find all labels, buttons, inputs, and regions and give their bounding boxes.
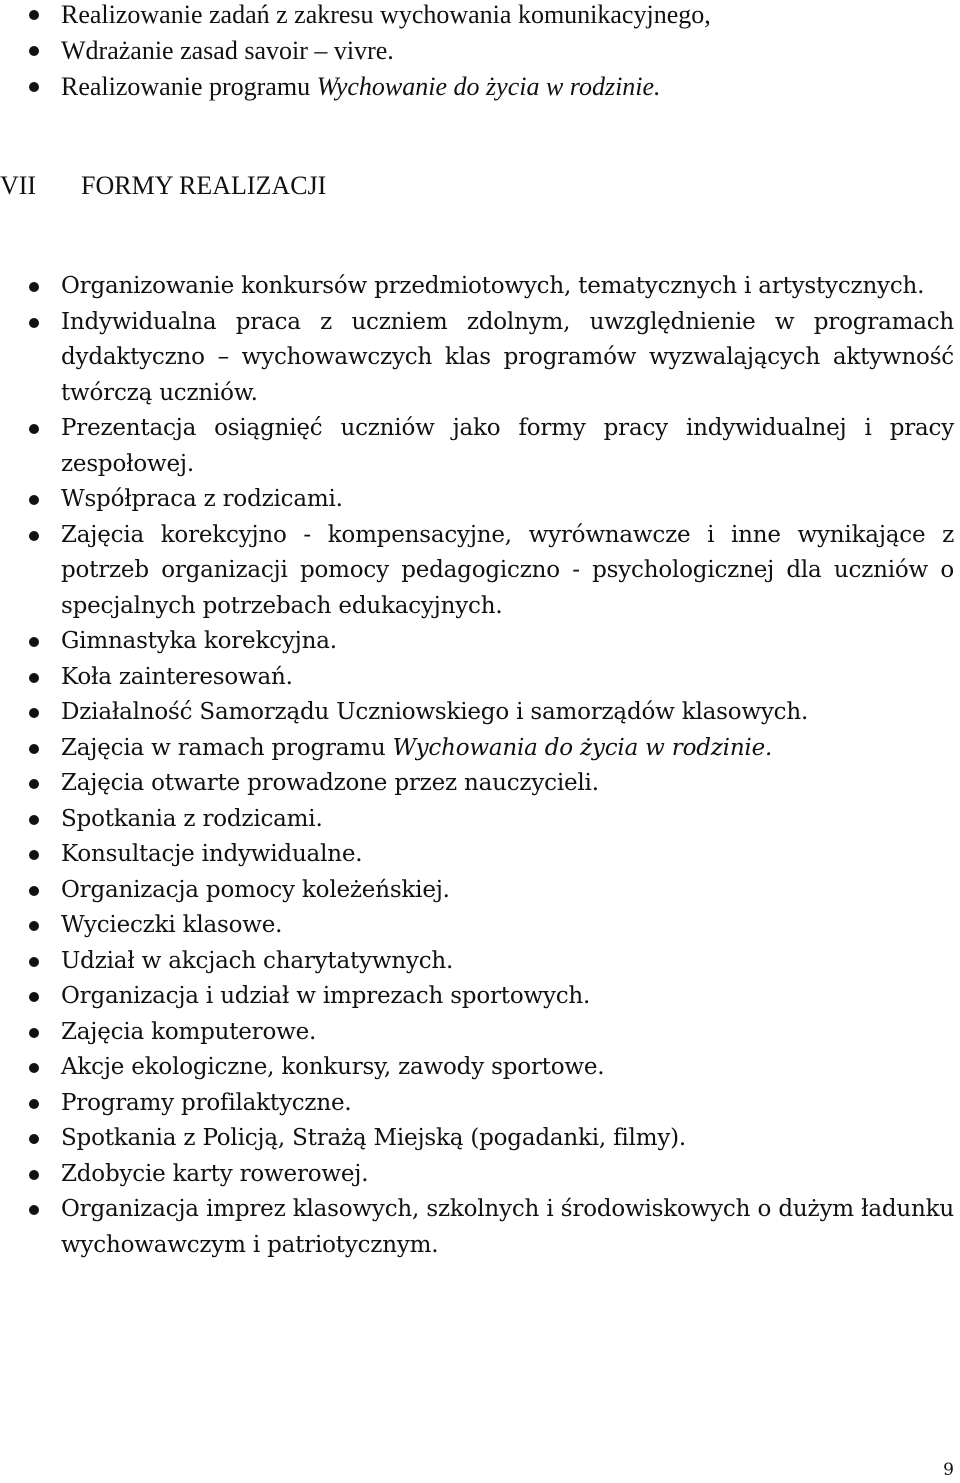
list-item-text: Zajęcia korekcyjno - kompensacyjne, wyrównawcze i inne wynikające z potrzeb organizacji pomocy pedagogiczno - psychologicznej dla uczniów o specjalnych potrzebach edukacyjnych. [61, 521, 954, 619]
list-item [0, 660, 960, 696]
bullet-list-forms [0, 269, 960, 1263]
list-item [0, 0, 960, 33]
list-item [0, 1157, 960, 1193]
list-item-text: Współpraca z rodzicami. [61, 486, 343, 512]
list-item-text: Zajęcia komputerowe. [61, 1018, 317, 1045]
list-item-text: Akcje ekologiczne, konkursy, zawody sportowe. [61, 1054, 605, 1080]
list-item-text: Realizowanie programu [61, 72, 317, 101]
list-item [0, 518, 960, 625]
list-item [0, 873, 960, 909]
list-item-text: Realizowanie zadań z zakresu wychowania komunikacyjnego, [61, 0, 711, 29]
list-item-text: Indywidualna praca z uczniem zdolnym, uwzględnienie w programach dydaktyczno – wychowawczych klas programów wyzwalających aktywność twórczą uczniów. [61, 308, 954, 406]
list-item [0, 305, 960, 412]
list-item-text: Gimnastyka korekcyjna. [61, 628, 337, 654]
list-item [0, 1192, 960, 1263]
list-item [0, 908, 960, 944]
list-item [0, 766, 960, 802]
list-item-text: Wycieczki klasowe. [61, 912, 283, 938]
list-item [0, 269, 960, 305]
list-item [0, 944, 960, 980]
list-item [0, 1086, 960, 1122]
list-item-text: Organizacja imprez klasowych, szkolnych i środowiskowych o dużym ładunku wychowawczym i patriotycznym. [61, 1196, 954, 1258]
list-item [0, 1050, 960, 1086]
list-item [0, 837, 960, 873]
list-item [0, 1015, 960, 1051]
section-number: VII [0, 171, 37, 200]
list-item-text: Zajęcia otwarte prowadzone przez nauczycieli. [61, 770, 599, 796]
list-item [0, 411, 960, 482]
list-item-text: Organizowanie konkursów przedmiotowych, tematycznych i artystycznych. [61, 273, 925, 299]
list-item-text: Działalność Samorządu Uczniowskiego i samorządów klasowych. [61, 699, 809, 725]
list-item-text: Koła zainteresowań. [61, 663, 293, 690]
list-item [0, 979, 960, 1015]
list-item-text: Wdrażanie zasad savoir – vivre. [61, 36, 394, 65]
list-item-text: Spotkania z Policją, Strażą Miejską (pogadanki, filmy). [61, 1125, 687, 1151]
list-item [0, 731, 960, 767]
bullet-list-top [0, 0, 960, 105]
list-item-italic-text: Wychowania do życia w rodzinie. [392, 734, 773, 761]
list-item-text: Konsultacje indywidualne. [61, 841, 363, 867]
list-item [0, 482, 960, 518]
list-item-text: Programy profilaktyczne. [61, 1089, 352, 1116]
list-item [0, 69, 960, 105]
list-item [0, 802, 960, 838]
list-item-text: Spotkania z rodzicami. [61, 805, 323, 832]
list-item-italic-text: Wychowanie do życia w rodzinie. [316, 72, 661, 101]
list-item [0, 1121, 960, 1157]
list-item-text: Zdobycie karty rowerowej. [61, 1160, 369, 1187]
list-item-text: Zajęcia w ramach programu [61, 734, 393, 761]
section-title: FORMY REALIZACJI [81, 171, 327, 200]
list-item [0, 624, 960, 660]
page-number: 9 [943, 1460, 954, 1480]
list-item-text: Organizacja pomocy koleżeńskiej. [61, 876, 450, 903]
list-item-text: Prezentacja osiągnięć uczniów jako formy pracy indywidualnej i pracy zespołowej. [61, 415, 954, 477]
list-item [0, 33, 960, 69]
list-item-text: Udział w akcjach charytatywnych. [61, 947, 454, 974]
list-item [0, 695, 960, 731]
list-item-text: Organizacja i udział w imprezach sportowych. [61, 983, 591, 1009]
